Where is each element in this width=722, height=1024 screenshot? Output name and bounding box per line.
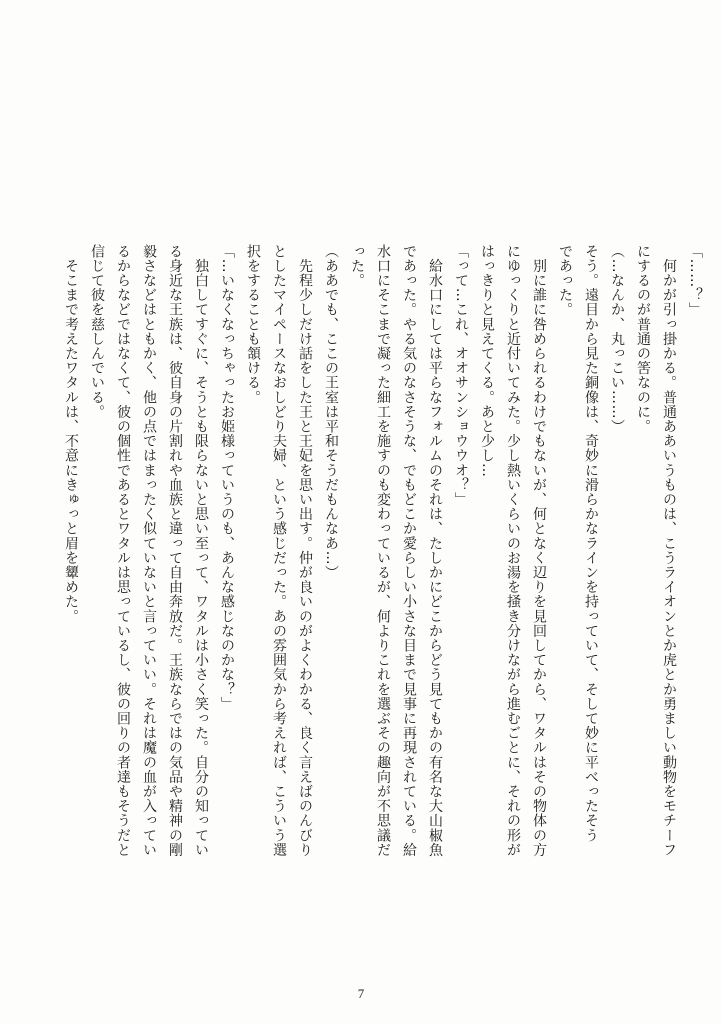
text-column: 何かが引っ掛かる。普通ああいうものは、こうライオンとか虎とか勇ましい動物をモチーフ bbox=[661, 244, 677, 858]
text-column: 先程少しだけ話をした王と王妃を思い出す。仲が良いのがよくわかる、良く言えばのんびり bbox=[297, 244, 313, 858]
text-column: 別に誰に咎められるわけでもないが、何となく辺りを見回してから、ワタルはその物体の方 bbox=[531, 244, 547, 858]
vertical-body-text bbox=[58, 244, 708, 864]
text-column: 水口にそこまで凝った細工を施すのも変わっているが、何よりこれを選ぶその趣向が不思議だ bbox=[375, 244, 391, 858]
text-column: 「って…これ、オオサンショウウオ？」 bbox=[453, 244, 469, 507]
text-column: であった。 bbox=[557, 244, 573, 317]
text-column: 独白してすぐに、そうとも限らないと思い至って、ワタルは小さく笑った。自分の知ってい bbox=[193, 244, 209, 858]
text-column: 「…いなくなっちゃったお姫様っていうのも、あんな感じなのかな？」 bbox=[219, 244, 235, 712]
text-column: であった。やる気のなさそうな、でもどこか愛らしい小さな目まで見事に再現されている。給 bbox=[401, 244, 417, 858]
text-column: 毅さなどはともかく、他の点ではまったく似ていないと言っていい。それは魔の血が入ってい bbox=[141, 244, 157, 858]
page-number: 7 bbox=[357, 986, 365, 1001]
text-column: った。 bbox=[349, 244, 365, 288]
text-column: 択をすることも頷ける。 bbox=[245, 244, 261, 405]
text-column: 「……？」 bbox=[687, 244, 703, 317]
text-column: 給水口にしては平らなフォルムのそれは、たしかにどこからどう見てもかの有名な大山椒魚 bbox=[427, 244, 443, 858]
text-column: としたマイペースなおしどり夫婦、という感じだった。あの雰囲気から考えれば、こういう選 bbox=[271, 244, 287, 858]
text-column: （…なんか、丸っこい……） bbox=[609, 244, 625, 434]
text-column: る身近な王族は、彼自身の片割れや血族と違って自由奔放だ。王族ならではの気品や精神の剛 bbox=[167, 244, 183, 858]
text-column: にするのが普通の筈なのに。 bbox=[635, 244, 651, 434]
text-column: そう。遠目から見た銅像は、奇妙に滑らかなラインを持っていて、そして妙に平べったそう bbox=[583, 244, 599, 843]
text-column: るからなどではなくて、彼の個性であるとワタルは思っているし、彼の回りの者達もそうだと bbox=[115, 244, 131, 858]
text-column: （ああでも、ここの王室は平和そうだもんなあ…） bbox=[323, 244, 339, 580]
text-column: にゆっくりと近付いてみた。少し熱いくらいのお湯を掻き分けながら進むごとに、それの形が bbox=[505, 244, 521, 858]
text-column: 信じて彼を慈しんでいる。 bbox=[89, 244, 105, 420]
text-column: はっきりと見えてくる。あと少し… bbox=[479, 244, 495, 478]
text-column: そこまで考えたワタルは、不意にきゅっと眉を顰めた。 bbox=[63, 244, 79, 624]
